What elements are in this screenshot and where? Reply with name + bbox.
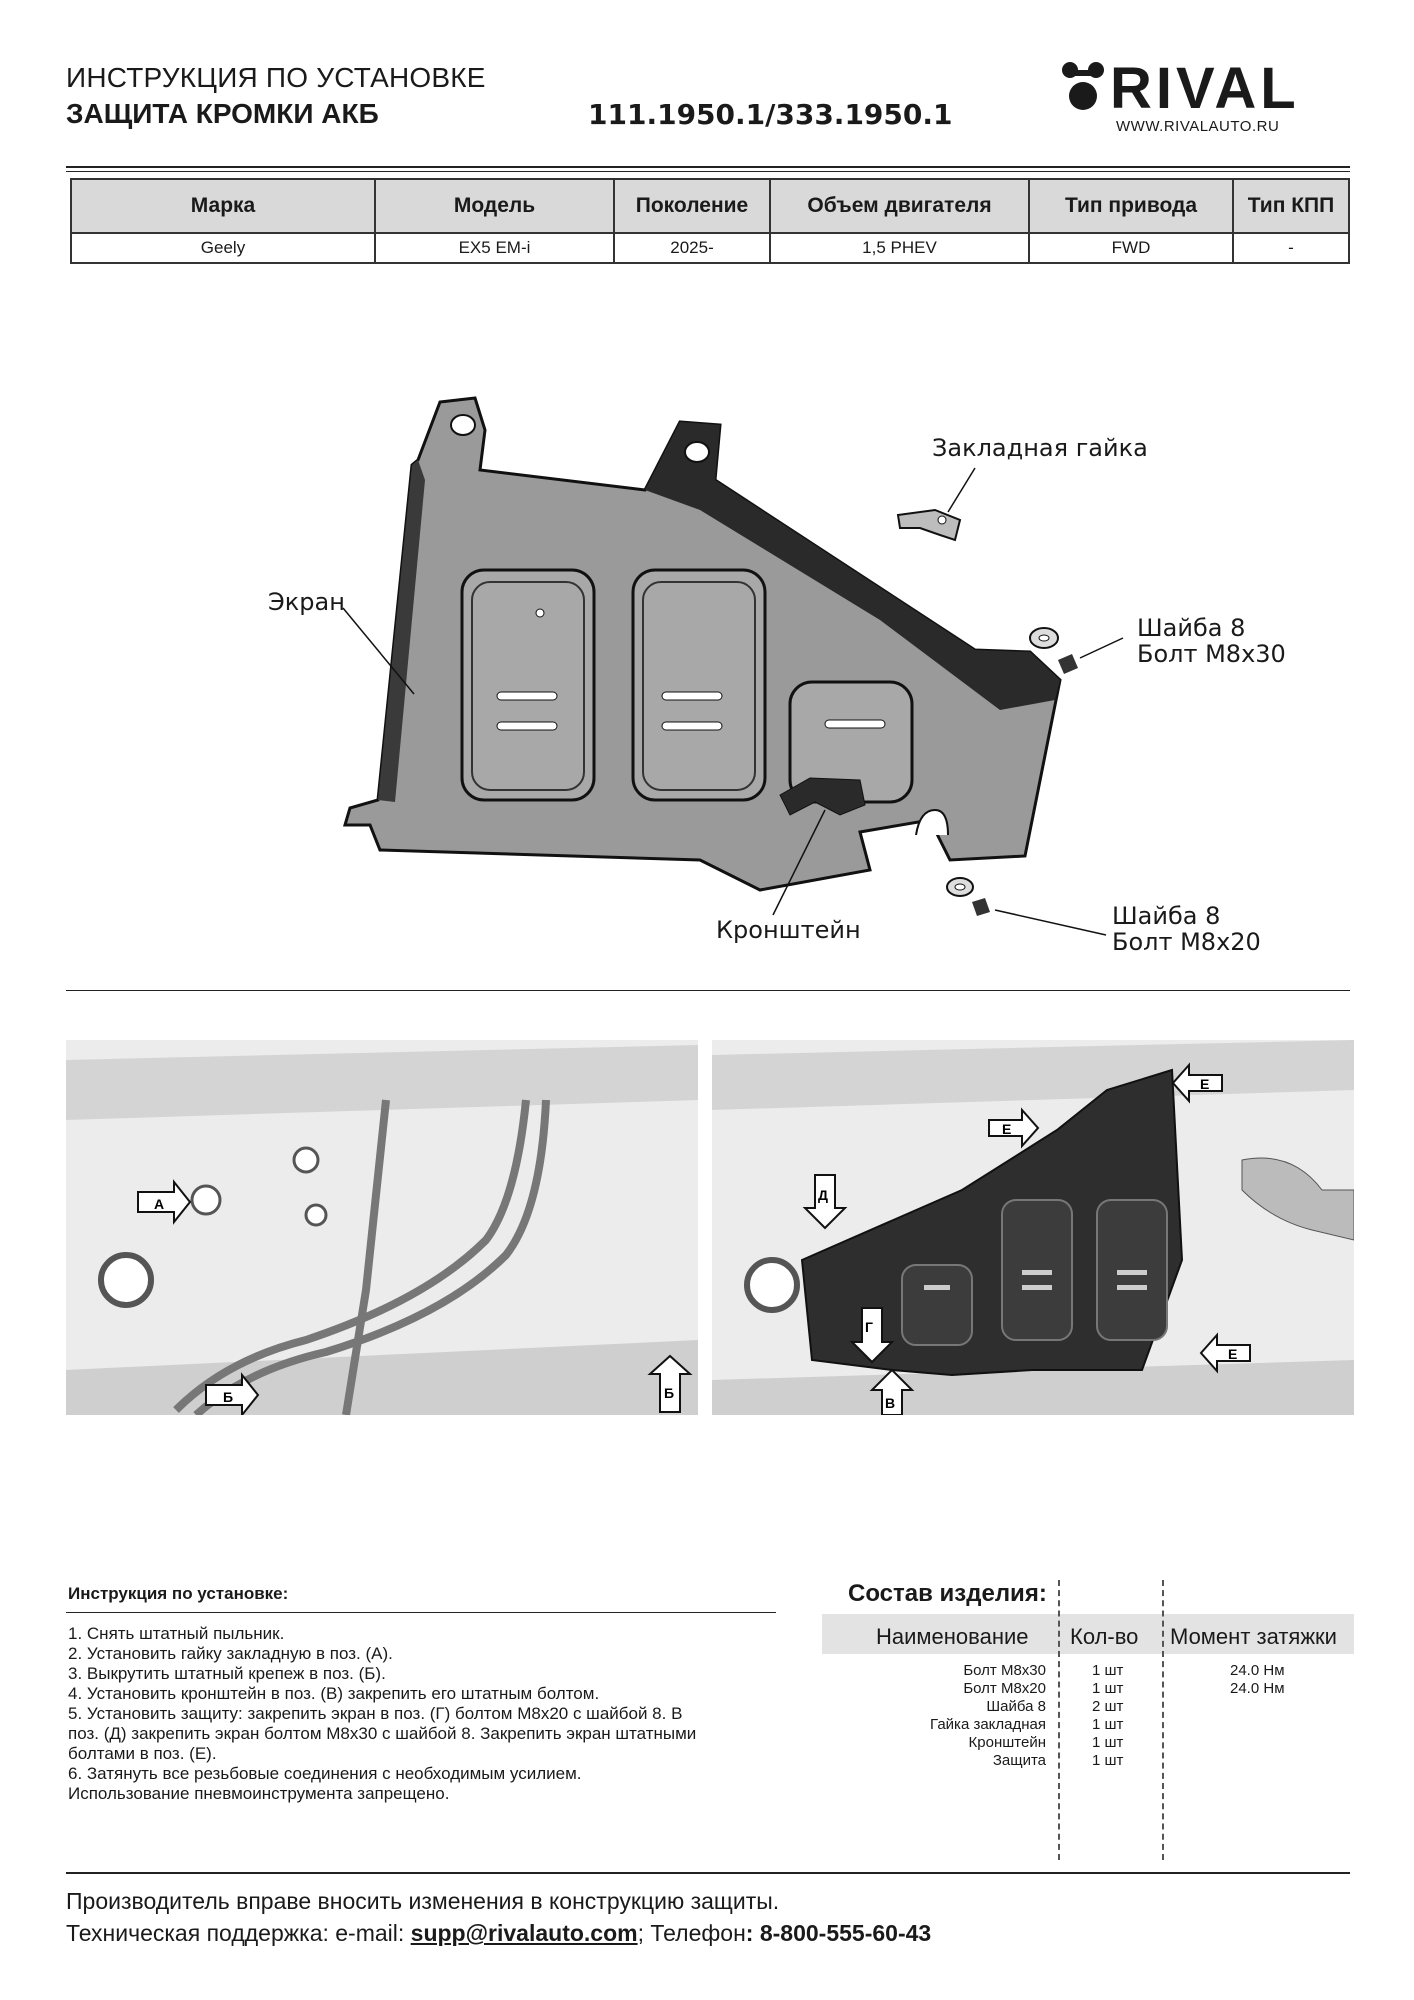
cell: - xyxy=(1233,233,1349,263)
phone-label: ; Телефон xyxy=(637,1920,746,1946)
spec-table-header-row xyxy=(71,179,1349,233)
support-label: Техническая поддержка: e-mail: xyxy=(66,1920,411,1946)
composition-col-qty: Кол-во xyxy=(1070,1624,1139,1649)
header-divider xyxy=(66,166,1350,168)
composition-col-torque: Момент затяжки xyxy=(1170,1624,1337,1649)
composition-item-torque: 24.0 Нм xyxy=(1230,1662,1285,1679)
composition-item-qty: 1 шт xyxy=(1092,1716,1124,1733)
instructions-title: Инструкция по установке: xyxy=(68,1584,289,1603)
label-bracket: Кронштейн xyxy=(716,916,861,944)
composition-item-qty: 1 шт xyxy=(1092,1752,1124,1769)
insert-nut-part xyxy=(898,510,960,540)
photo-before-install xyxy=(66,1040,698,1415)
website-url[interactable]: WWW.RIVALAUTO.RU xyxy=(1116,118,1280,135)
brand-name: RIVAL xyxy=(1110,56,1300,121)
part-number: 111.1950.1/333.1950.1 xyxy=(588,98,953,131)
cell: EX5 EM-i xyxy=(375,233,614,263)
column-separator xyxy=(1162,1580,1164,1860)
instruction-step: 6. Затянуть все резьбовые соединения с необходимым усилием. xyxy=(68,1764,582,1783)
composition-item-qty: 1 шт xyxy=(1092,1680,1124,1697)
photo-after-install xyxy=(712,1040,1354,1415)
composition-item-name: Гайка закладная xyxy=(930,1716,1046,1733)
cell: FWD xyxy=(1029,233,1233,263)
svg-text:В: В xyxy=(885,1395,896,1411)
section-divider xyxy=(66,990,1350,991)
doc-title-line2: ЗАЩИТА КРОМКИ АКБ xyxy=(66,98,379,129)
composition-item-torque: 24.0 Нм xyxy=(1230,1680,1285,1697)
svg-text:Д: Д xyxy=(818,1187,828,1203)
col-header: Марка xyxy=(71,179,375,233)
vehicle-spec-table xyxy=(70,178,1350,264)
label-bolt-bottom: Болт М8х20 xyxy=(1112,928,1261,956)
footer-support xyxy=(66,1920,931,1947)
instruction-step: 3. Выкрутить штатный крепеж в поз. (Б). xyxy=(68,1664,386,1683)
svg-text:А: А xyxy=(154,1196,165,1212)
washer-bolt-bottom xyxy=(947,878,990,916)
header-divider-thin xyxy=(66,171,1350,172)
composition-item-qty: 1 шт xyxy=(1092,1734,1124,1751)
screen-part xyxy=(345,398,1060,890)
instruction-step: поз. (Д) закрепить экран болтом М8х30 с шайбой 8. Закрепить экран штатными xyxy=(68,1724,697,1743)
cell: 2025- xyxy=(614,233,770,263)
support-phone[interactable]: : 8-800-555-60-43 xyxy=(745,1920,932,1946)
composition-item-name: Шайба 8 xyxy=(986,1698,1046,1715)
instructions-list xyxy=(68,1624,788,1804)
composition-item-name: Кронштейн xyxy=(968,1734,1046,1751)
col-header: Модель xyxy=(375,179,614,233)
svg-text:Б: Б xyxy=(223,1389,234,1405)
spec-table-row xyxy=(71,233,1349,263)
col-header: Тип КПП xyxy=(1233,179,1349,233)
instruction-step: 5. Установить защиту: закрепить экран в поз. (Г) болтом М8х20 с шайбой 8. В xyxy=(68,1704,683,1723)
doc-title-line1: ИНСТРУКЦИЯ ПО УСТАНОВКЕ xyxy=(66,62,486,93)
column-separator xyxy=(1058,1580,1060,1860)
cell: Geely xyxy=(71,233,375,263)
label-screen: Экран xyxy=(268,588,345,616)
composition-item-name: Болт М8х30 xyxy=(963,1662,1046,1679)
svg-text:Е: Е xyxy=(1002,1121,1012,1137)
label-bolt-top: Болт М8х30 xyxy=(1137,640,1286,668)
instruction-step: болтами в поз. (Е). xyxy=(68,1744,217,1763)
instruction-step: 1. Снять штатный пыльник. xyxy=(68,1624,285,1643)
svg-text:Г: Г xyxy=(865,1319,873,1335)
instruction-step: Использование пневмоинструмента запрещено. xyxy=(68,1784,450,1803)
instruction-step: 4. Установить кронштейн в поз. (В) закрепить его штатным болтом. xyxy=(68,1684,600,1703)
support-email-link[interactable]: supp@rivalauto.com xyxy=(410,1920,638,1946)
label-insert-nut: Закладная гайка xyxy=(932,434,1148,462)
svg-text:Е: Е xyxy=(1228,1346,1238,1362)
composition-item-qty: 1 шт xyxy=(1092,1662,1124,1679)
composition-item-name: Болт М8х20 xyxy=(963,1680,1046,1697)
col-header: Поколение xyxy=(614,179,770,233)
label-washer-top: Шайба 8 xyxy=(1137,614,1246,642)
col-header: Тип привода xyxy=(1029,179,1233,233)
composition-item-name: Защита xyxy=(992,1752,1046,1769)
footer-disclaimer: Производитель вправе вносить изменения в конструкцию защиты. xyxy=(66,1888,780,1914)
composition-title: Состав изделия: xyxy=(848,1580,1047,1607)
label-washer-bottom: Шайба 8 xyxy=(1112,902,1221,930)
rival-logo xyxy=(1050,56,1350,126)
col-header: Объем двигателя xyxy=(770,179,1029,233)
composition-item-qty: 2 шт xyxy=(1092,1698,1124,1715)
footer-divider xyxy=(66,1872,1350,1874)
instruction-step: 2. Установить гайку закладную в поз. (А). xyxy=(68,1644,393,1663)
svg-text:Б: Б xyxy=(664,1385,675,1401)
composition-col-name: Наименование xyxy=(876,1624,1029,1649)
parts-diagram xyxy=(0,370,1414,990)
svg-text:Е: Е xyxy=(1200,1076,1210,1092)
cell: 1,5 PHEV xyxy=(770,233,1029,263)
instructions-divider xyxy=(66,1612,776,1613)
